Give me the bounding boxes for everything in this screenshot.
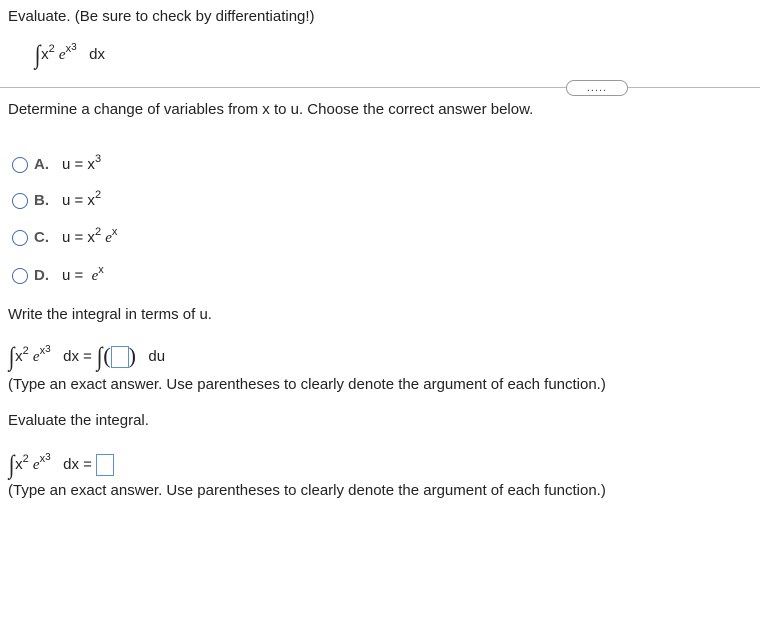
- option-d-radio[interactable]: [12, 268, 28, 284]
- option-a-text[interactable]: $u = x^3$: [62, 153, 102, 173]
- show-more-button[interactable]: .....: [566, 80, 628, 96]
- main-integral: $\int x^2$ $e^{x3}$ dx: [34, 40, 106, 69]
- option-a-letter: A.: [34, 156, 49, 173]
- integral-sign-icon: ∫: [96, 342, 103, 371]
- part2-question: Write the integral in terms of u.: [8, 306, 212, 323]
- right-paren: ): [128, 343, 136, 368]
- part1-question: Determine a change of variables from x to u. Choose the correct answer below.: [8, 101, 534, 118]
- option-d-text[interactable]: $u = e^x$: [62, 264, 104, 284]
- result-input[interactable]: [96, 454, 114, 476]
- option-d-letter: D.: [34, 267, 49, 284]
- option-b-text[interactable]: $u = x^2$: [62, 189, 102, 209]
- integral-sign-icon: ∫: [8, 342, 15, 371]
- left-paren: (: [103, 343, 111, 368]
- option-c-radio[interactable]: [12, 230, 28, 246]
- part3-equation: $\int x^2$ $e^{x3}$ dx =: [8, 448, 114, 476]
- option-b-radio[interactable]: [12, 193, 28, 209]
- part3-question: Evaluate the integral.: [8, 412, 149, 429]
- part3-hint: (Type an exact answer. Use parentheses to clearly denote the argument of each function.): [8, 482, 606, 499]
- part2-equation: $\int x^2$ $e^{x3}$ dx = ∫( ) du: [8, 342, 166, 371]
- option-a-radio[interactable]: [12, 157, 28, 173]
- part2-hint: (Type an exact answer. Use parentheses to clearly denote the argument of each function.): [8, 376, 606, 393]
- integrand-u-input[interactable]: [111, 346, 129, 368]
- option-b-letter: B.: [34, 192, 49, 209]
- option-c-letter: C.: [34, 229, 49, 246]
- integral-sign-icon: ∫: [34, 40, 41, 69]
- instruction-text: Evaluate. (Be sure to check by differentiating!): [8, 8, 315, 25]
- option-c-text[interactable]: $u = x^2$ $e^x$: [62, 226, 118, 246]
- section-divider: [0, 87, 760, 88]
- integral-sign-icon: ∫: [8, 450, 15, 479]
